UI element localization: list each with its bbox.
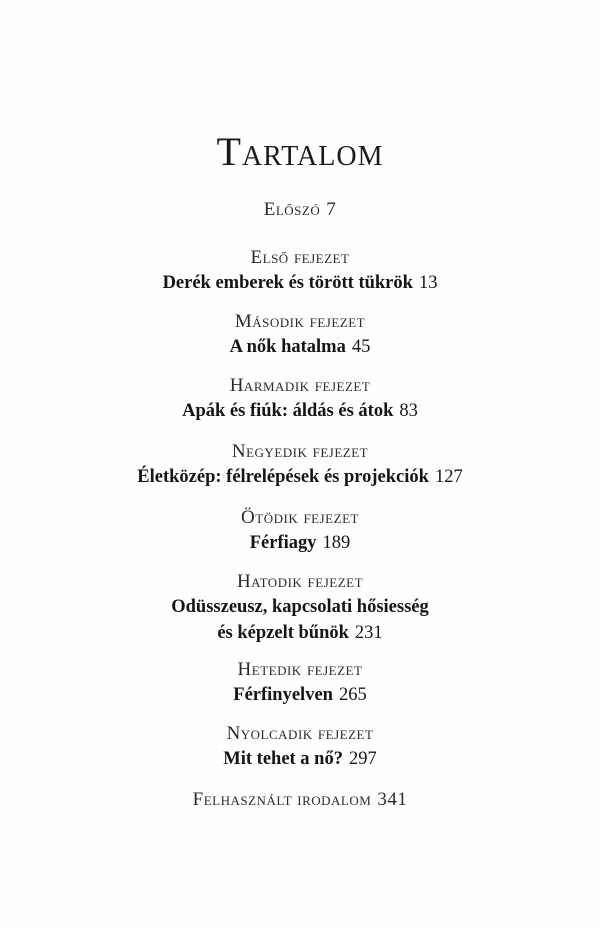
toc-label: Első fejezet <box>250 247 350 268</box>
toc-chapter-title-text: Férfiagy <box>249 533 317 553</box>
toc-entry-foreword <box>0 198 600 222</box>
toc-chapter-title-line-2: és képzelt bűnök <box>217 623 349 643</box>
toc-page-number: 189 <box>322 533 351 553</box>
toc-chapter-title-line-1: Odüsszeusz, kapcsolati hősiesség <box>171 597 429 617</box>
toc-entry-chapter-2 <box>0 310 600 360</box>
toc-chapter-title-text: Életközép: félrelépések és projekciók <box>137 467 429 487</box>
toc-label: Hatodik fejezet <box>236 571 364 592</box>
toc-page-number: 7 <box>326 199 337 220</box>
toc-page-number: 297 <box>348 749 377 769</box>
toc-label: Hetedik fejezet <box>237 659 363 680</box>
toc-chapter-title <box>0 270 600 296</box>
toc-page-number: 231 <box>354 623 383 643</box>
toc-page-number: 13 <box>418 273 438 293</box>
toc-label: Ötödik fejezet <box>241 507 359 528</box>
toc-chapter-title-text: Mit tehet a nő? <box>223 749 343 769</box>
toc-chapter-title-text: A nők hatalma <box>229 337 346 357</box>
toc-label-text: Felhasznált irodalom <box>192 789 372 810</box>
toc-label: Nyolcadik fejezet <box>226 723 374 744</box>
toc-chapter-title-text: Férfinyelven <box>233 685 333 705</box>
page-title: Tartalom <box>216 129 384 174</box>
toc-chapter-title <box>0 530 600 556</box>
toc-page-number: 127 <box>434 467 463 487</box>
toc-label: Negyedik fejezet <box>231 441 369 462</box>
toc-entry-chapter-5 <box>0 506 600 556</box>
toc-chapter-title <box>0 620 600 646</box>
toc-chapter-title <box>0 682 600 708</box>
toc-label: Második fejezet <box>234 311 366 332</box>
toc-entry-chapter-7 <box>0 658 600 708</box>
toc-page-number: 83 <box>399 401 418 421</box>
toc-page-number: 265 <box>338 685 367 705</box>
toc-label <box>0 788 600 812</box>
toc-label-text: Előszó <box>263 199 321 220</box>
toc-chapter-title <box>0 464 600 490</box>
toc-entry-chapter-4 <box>0 440 600 490</box>
toc-chapter-title-text: Derék emberek és törött tükrök <box>162 273 413 293</box>
toc-entry-chapter-6 <box>0 570 600 646</box>
toc-entry-chapter-3 <box>0 374 600 424</box>
toc-chapter-title <box>0 334 600 360</box>
toc-chapter-title <box>0 398 600 424</box>
toc-chapter-title <box>0 746 600 772</box>
toc-entry-chapter-1 <box>0 246 600 296</box>
toc-label <box>0 198 600 222</box>
toc-entry-bibliography <box>0 788 600 812</box>
toc-page-number: 341 <box>377 789 408 810</box>
toc-page-number: 45 <box>351 337 371 357</box>
toc-label: Harmadik fejezet <box>229 375 371 396</box>
toc-chapter-title-text: Apák és fiúk: áldás és átok <box>182 401 394 421</box>
toc-entry-chapter-8 <box>0 722 600 772</box>
